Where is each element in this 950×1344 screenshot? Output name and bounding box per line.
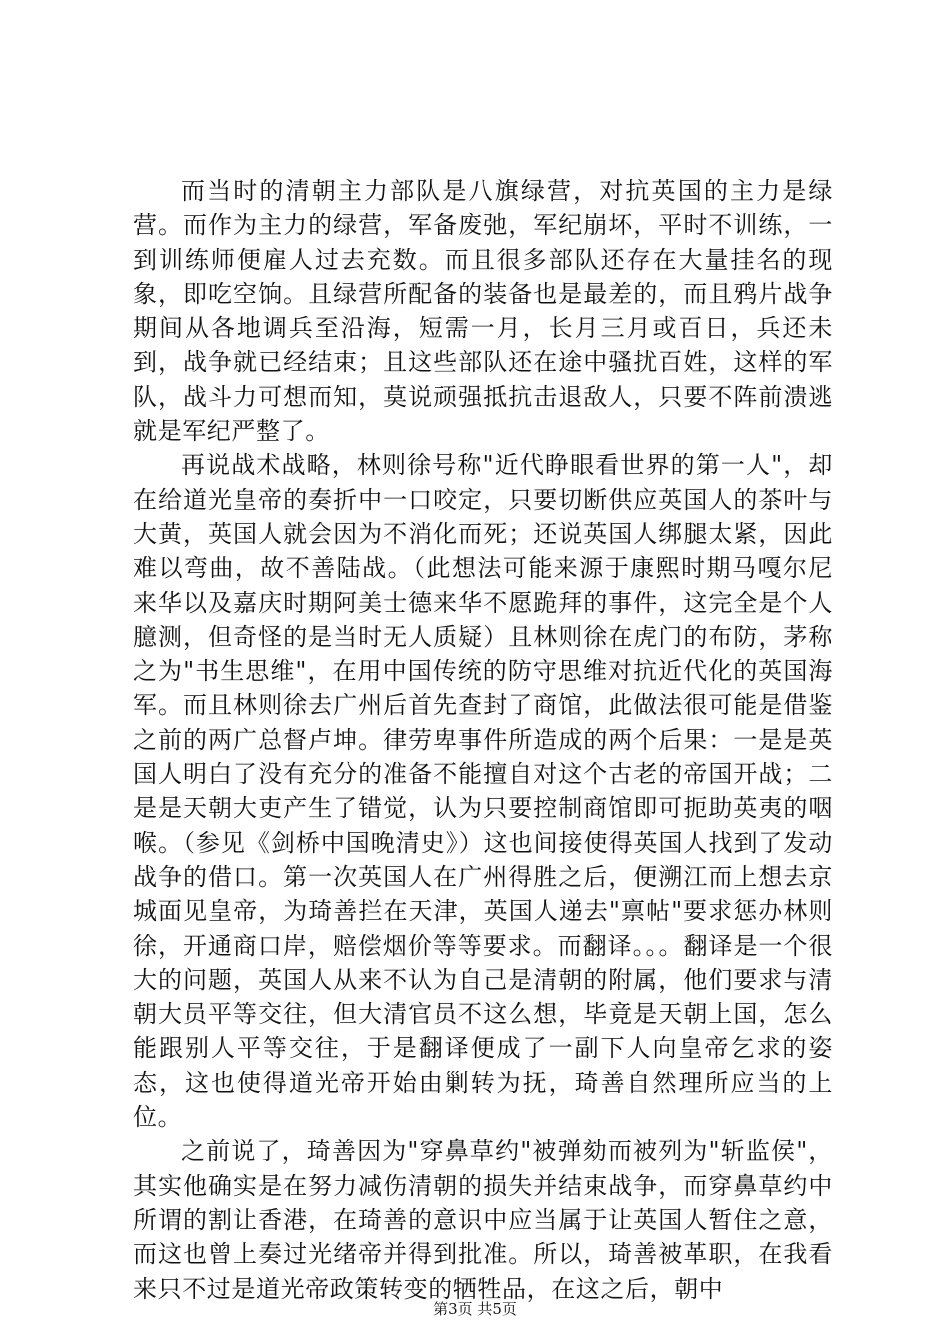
page-number-footer: 第3页 共5页 <box>433 1300 517 1318</box>
document-body <box>133 174 833 1306</box>
paragraph-3: 之前说了，琦善因为"穿鼻草约"被弹劾而被列为"斩监侯"，其实他确实是在努力减伤清朝的损失并结束战争，而穿鼻草约中所谓的割让香港，在琦善的意识中应当属于让英国人暂住之意，而这也曾上奏过光绪帝并得到批准。所以，琦善被革职，在我看来只不过是道光帝政策转变的牺牲品，在这之后，朝中 <box>133 1137 833 1303</box>
paragraph-1: 而当时的清朝主力部队是八旗绿营，对抗英国的主力是绿营。而作为主力的绿营，军备废弛，军纪崩坏，平时不训练，一到训练师便雇人过去充数。而且很多部队还存在大量挂名的现象，即吃空饷。且绿营所配备的装备也是最差的，而且鸦片战争期间从各地调兵至沿海，短需一月，长月三月或百日，兵还未到，战争就已经结束；且这些部队还在途中骚扰百姓，这样的军队，战斗力可想而知，莫说顽强抵抗击退敌人，只要不阵前溃逃就是军纪严整了。 <box>133 177 833 446</box>
paragraph-2: 再说战术战略，林则徐号称"近代睁眼看世界的第一人"，却在给道光皇帝的奏折中一口咬定，只要切断供应英国人的茶叶与大黄，英国人就会因为不消化而死；还说英国人绑腿太紧，因此难以弯曲，故不善陆战。（此想法可能来源于康熙时期马嘎尔尼来华以及嘉庆时期阿美士德来华不愿跪拜的事件，这完全是个人臆测，但奇怪的是当时无人质疑）且林则徐在虎门的布防，茅称之为"书生思维"，在用中国传统的防守思维对抗近代化的英国海军。而且林则徐去广州后首先查封了商馆，此做法很可能是借鉴之前的两广总督卢坤。律劳卑事件所造成的两个后果：一是是英国人明白了没有充分的准备不能擅自对这个古老的帝国开战；二是是天朝大吏产生了错觉，认为只要控制商馆即可扼助英夷的咽喉。（参见《剑桥中国晚清史》）这也间接使得英国人找到了发动战争的借口。第一次英国人在广州得胜之后，便溯江而上想去京城面见皇帝，为琦善拦在天津，英国人递去"禀帖"要求惩办林则徐，开通商口岸，赔偿烟价等等要求。而翻译。。。翻译是一个很大的问题，英国人从来不认为自己是清朝的附属，他们要求与清朝大员平等交往，但大清官员不这么想，毕竟是天朝上国，怎么能跟别人平等交往，于是翻译便成了一副下人向皇帝乞求的姿态，这也使得道光帝开始由剿转为抚，琦善自然理所应当的上位。 <box>133 451 833 1132</box>
